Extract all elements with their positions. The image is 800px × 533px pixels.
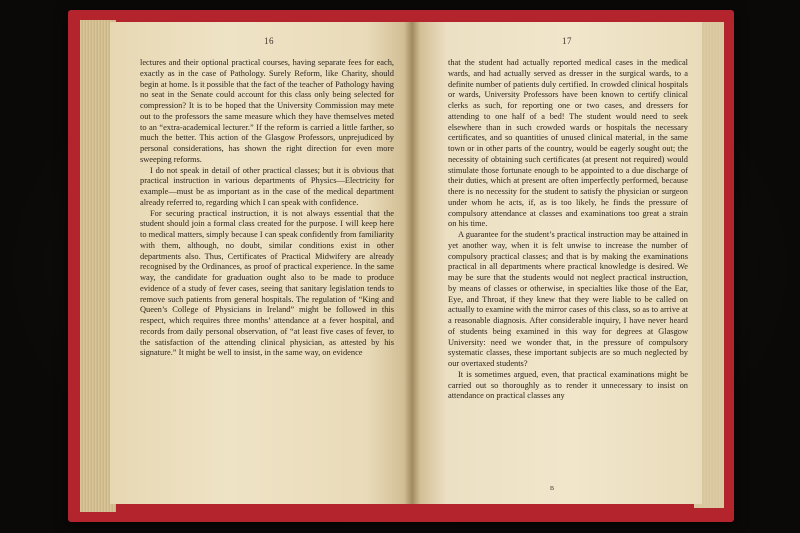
paragraph: A guarantee for the student’s practical instruction may be attained in yet another way, when it is felt unwise to increase the number of compulsory practical classes; and that is by making the examinations practical in all departments where practical knowledge is desired. We may be sure that the students would not neglect practical instruction, by means of classes or otherwise, in specialties like those of the Ear, Eye, and Throat, if they knew that they were liable to be called on actually to examine with the mirror cases of this class, so as to arrive at a reasonable diagnosis. After considerable inquiry, I have never heard of students being examined in this way for degrees at Glasgow University: need we wonder that, in the pressure of compulsory systematic classes, these important subjects are so much neglected by our overtaxed students? — [448, 230, 688, 368]
page-number-left: 16 — [264, 36, 274, 46]
left-page — [110, 22, 412, 504]
paragraph: I do not speak in detail of other practical classes; but it is obvious that practical instruction in various departments of Physics—Electricity for example—must be as important as in the case of the medical department already referred to, regarding which I can speak with confidence. — [140, 165, 394, 207]
paragraph: lectures and their optional practical courses, having separate fees for each, exactly as in the case of Pathology. Surely Reform, like Charity, should begin at home. Is it possible that the fact of the teacher of Pathology having no seat in the Senate could account for this class only being selected for compression? It is to be hoped that the University Commission may mete out to the professors the same measure which they have themselves meted to an “extra-academical lecturer.” If the reform is carried a little farther, so much the better. This action of the Glasgow Professors, unprejudiced by personal considerations, has shown the right direction for even more sweeping reforms. — [140, 58, 394, 164]
paragraph: that the student had actually reported medical cases in the medical wards, and had actually served as dresser in the surgical wards, to a definite number of patients duly certified. In crowded clinical hospitals or wards, University Professors have been known to certify clinical clerks as such, for reporting one or two cases, and dressers for attending to one half of a bed! The student would need to seek elsewhere than in such crowded wards or hospitals the necessary certificates, and so quantities of unused clinical material, in the same town or in other parts of the country, would be eagerly sought out; the necessity of obtaining such certificates (at present not required) would stimulate those fortunate enough to be appointed to a due discharge of their duties, which at present are often imperfectly performed, because there is no necessity for the student to satisfy the physician or surgeon under whom he acts, if, as is too likely, he finds the pressure of compulsory attendance at classes and examinations too great a strain on his time. — [448, 58, 688, 229]
page-number-right: 17 — [562, 36, 572, 46]
paragraph: For securing practical instruction, it is not always essential that the student should join a formal class created for the purpose. I will keep here to medical matters, simply because I can speak confidently from familiarity with them, although, no doubt, similar conditions exist in other departments also. Thus, Certificates of Practical Midwifery are already recognised by the Ordinances, as proof of practical experience. In the same way, the candidate for graduation ought also to be made to produce evidence of a study of fever cases, seeing that sanitary legislation tends to remove such patients from general hospitals. The regulation of “King and Queen’s College of Physicians in Ireland” might be followed in this respect, which requires three months’ attendance at a fever hospital, and records from daily personal observation, of “at least five cases of fever, to the satisfaction of the attending clinical physician, as attested by his signature.” It might be well to insist, in the same way, on evidence — [140, 208, 394, 358]
left-page-text — [140, 58, 394, 359]
book-gutter — [404, 22, 420, 504]
signature-mark: B — [550, 486, 555, 492]
right-page-text — [448, 58, 688, 402]
paragraph: It is sometimes argued, even, that practical examinations might be carried out so thoroughly as to render it unnecessary to insist on attendance on practical classes any — [448, 369, 688, 401]
right-page — [412, 22, 702, 504]
